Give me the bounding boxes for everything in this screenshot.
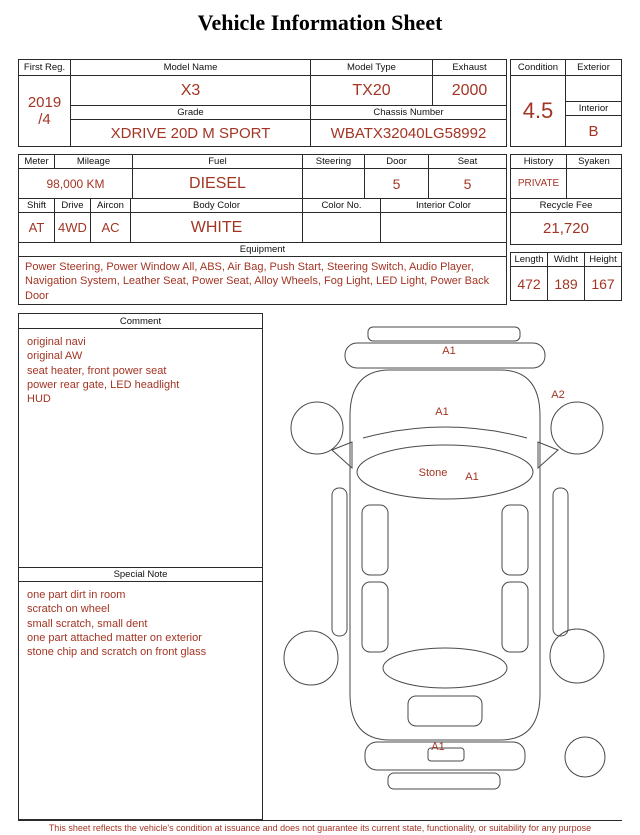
- damage-marker: A1: [465, 471, 479, 483]
- body-color-value: WHITE: [131, 213, 303, 242]
- width-value: 189: [548, 267, 585, 300]
- chassis-number-label: Chassis Number: [311, 106, 506, 120]
- shift-label: Shift: [19, 199, 55, 212]
- body-color-label: Body Color: [131, 199, 303, 212]
- damage-marker: A1: [435, 406, 449, 418]
- car-top-view-diagram: [266, 320, 634, 818]
- interior-color-label: Interior Color: [416, 200, 471, 211]
- comment-line: HUD: [27, 393, 51, 406]
- page-title: Vehicle Information Sheet: [197, 10, 443, 35]
- model-name-label: Model Name: [71, 60, 311, 76]
- special-note-header: Special Note: [19, 567, 262, 582]
- comment-line: original navi: [27, 336, 86, 348]
- car-body-outline: [350, 370, 540, 740]
- car-damage-diagram: [266, 320, 634, 818]
- door-value: 5: [365, 169, 429, 198]
- equipment-label: Equipment: [239, 244, 286, 255]
- comment-header: Comment: [19, 314, 262, 329]
- history-label: History: [511, 155, 567, 168]
- length-value: 472: [511, 267, 548, 300]
- aircon-label: Aircon: [91, 199, 131, 212]
- front-grille: [368, 327, 520, 341]
- left-mirror: [332, 442, 352, 468]
- first-reg-value: 2019 /4: [19, 76, 71, 146]
- model-info-table: [18, 59, 507, 147]
- seat-value: 5: [463, 175, 472, 192]
- mileage-label: Mileage: [55, 155, 133, 168]
- fuel-label: Fuel: [133, 155, 303, 168]
- interior-color-value-cell: [381, 213, 506, 242]
- color-no-value-cell: [303, 213, 381, 242]
- right-front-door: [502, 505, 528, 575]
- model-name-value: X3: [71, 76, 311, 106]
- height-label: Height: [589, 254, 617, 265]
- left-front-door: [362, 505, 388, 575]
- rear-bumper: [365, 742, 525, 770]
- grade-label: Grade: [71, 106, 311, 120]
- exterior-value-cell: [566, 76, 621, 102]
- recycle-fee-label: Recycle Fee: [539, 200, 593, 211]
- right-side-step: [553, 488, 568, 636]
- chassis-number-value: WBATX32040LG58992: [330, 124, 487, 142]
- length-label: Length: [511, 253, 548, 266]
- spec-table: [18, 154, 507, 305]
- comment-text: [19, 329, 262, 567]
- door-label: Door: [365, 155, 429, 168]
- spare-wheel: [565, 737, 605, 777]
- height-value: 167: [591, 275, 615, 292]
- condition-value: 4.5: [511, 76, 566, 146]
- steering-label: Steering: [303, 155, 365, 168]
- rear-right-wheel: [550, 629, 604, 683]
- fuel-value: DIESEL: [133, 169, 303, 198]
- dimensions-table: [510, 252, 622, 301]
- interior-label: Interior: [566, 102, 621, 116]
- first-reg-label: First Reg.: [19, 60, 71, 76]
- special-note-line: one part attached matter on exterior: [27, 631, 202, 644]
- shift-value: AT: [19, 213, 55, 242]
- width-label: Widht: [548, 253, 585, 266]
- recycle-fee-value: 21,720: [543, 220, 589, 237]
- model-type-value: TX20: [311, 76, 433, 106]
- left-rear-door: [362, 582, 388, 652]
- history-table: [510, 154, 622, 245]
- right-rear-door: [502, 582, 528, 652]
- equipment-value: Power Steering, Power Window All, ABS, Air Bag, Push Start, Steering Switch, Audio Player, Navigation System, Leather Seat, Power Seat, Alloy Wheels, Fog Light, LED Light, Power Back Door: [25, 261, 490, 302]
- color-no-label: Color No.: [303, 199, 381, 212]
- footer-disclaimer: This sheet reflects the vehicle's condition at issuance and does not guarantee its current state, functionality, or suitability for any purpose: [48, 823, 592, 833]
- exhaust-value: 2000: [433, 76, 506, 106]
- seat-label: Seat: [457, 156, 478, 167]
- front-right-wheel: [551, 402, 603, 454]
- exhaust-label: Exhaust: [433, 60, 506, 76]
- condition-label: Condition: [511, 60, 566, 76]
- aircon-value: AC: [91, 213, 131, 242]
- meter-label: Meter: [19, 155, 55, 168]
- drive-label: Drive: [55, 199, 91, 212]
- right-mirror: [538, 442, 558, 468]
- rear-lower-panel: [388, 773, 500, 789]
- rear-window: [383, 648, 507, 688]
- damage-marker: Stone: [418, 467, 448, 479]
- trunk: [408, 696, 482, 726]
- special-note-line: stone chip and scratch on front glass: [27, 646, 207, 659]
- front-left-wheel: [291, 402, 343, 454]
- comment-line: original AW: [27, 350, 83, 363]
- syaken-label: Syaken: [578, 156, 610, 167]
- damage-marker: A1: [431, 741, 445, 753]
- condition-table: [510, 59, 622, 147]
- special-note-line: scratch on wheel: [27, 603, 110, 616]
- rear-left-wheel: [284, 631, 338, 685]
- comment-line: power rear gate, LED headlight: [27, 378, 180, 391]
- damage-marker: A1: [442, 345, 456, 357]
- special-note-line: small scratch, small dent: [27, 617, 148, 630]
- history-value: PRIVATE: [511, 169, 567, 198]
- model-type-label: Model Type: [311, 60, 433, 76]
- interior-value: B: [588, 122, 599, 140]
- drive-value: 4WD: [55, 213, 91, 242]
- special-note-line: one part dirt in room: [27, 589, 126, 601]
- damage-marker: A2: [551, 389, 565, 401]
- grade-value: XDRIVE 20D M SPORT: [71, 120, 311, 146]
- syaken-value-cell: [567, 169, 621, 198]
- special-note-text: [19, 582, 262, 665]
- exterior-label: Exterior: [566, 60, 621, 76]
- mileage-value: 98,000 KM: [19, 169, 133, 198]
- comment-box: [18, 313, 263, 820]
- hood-line: [363, 427, 527, 438]
- left-side-step: [332, 488, 347, 636]
- comment-line: seat heater, front power seat: [27, 364, 167, 377]
- footer-divider: [18, 820, 622, 821]
- steering-value-cell: [303, 169, 365, 198]
